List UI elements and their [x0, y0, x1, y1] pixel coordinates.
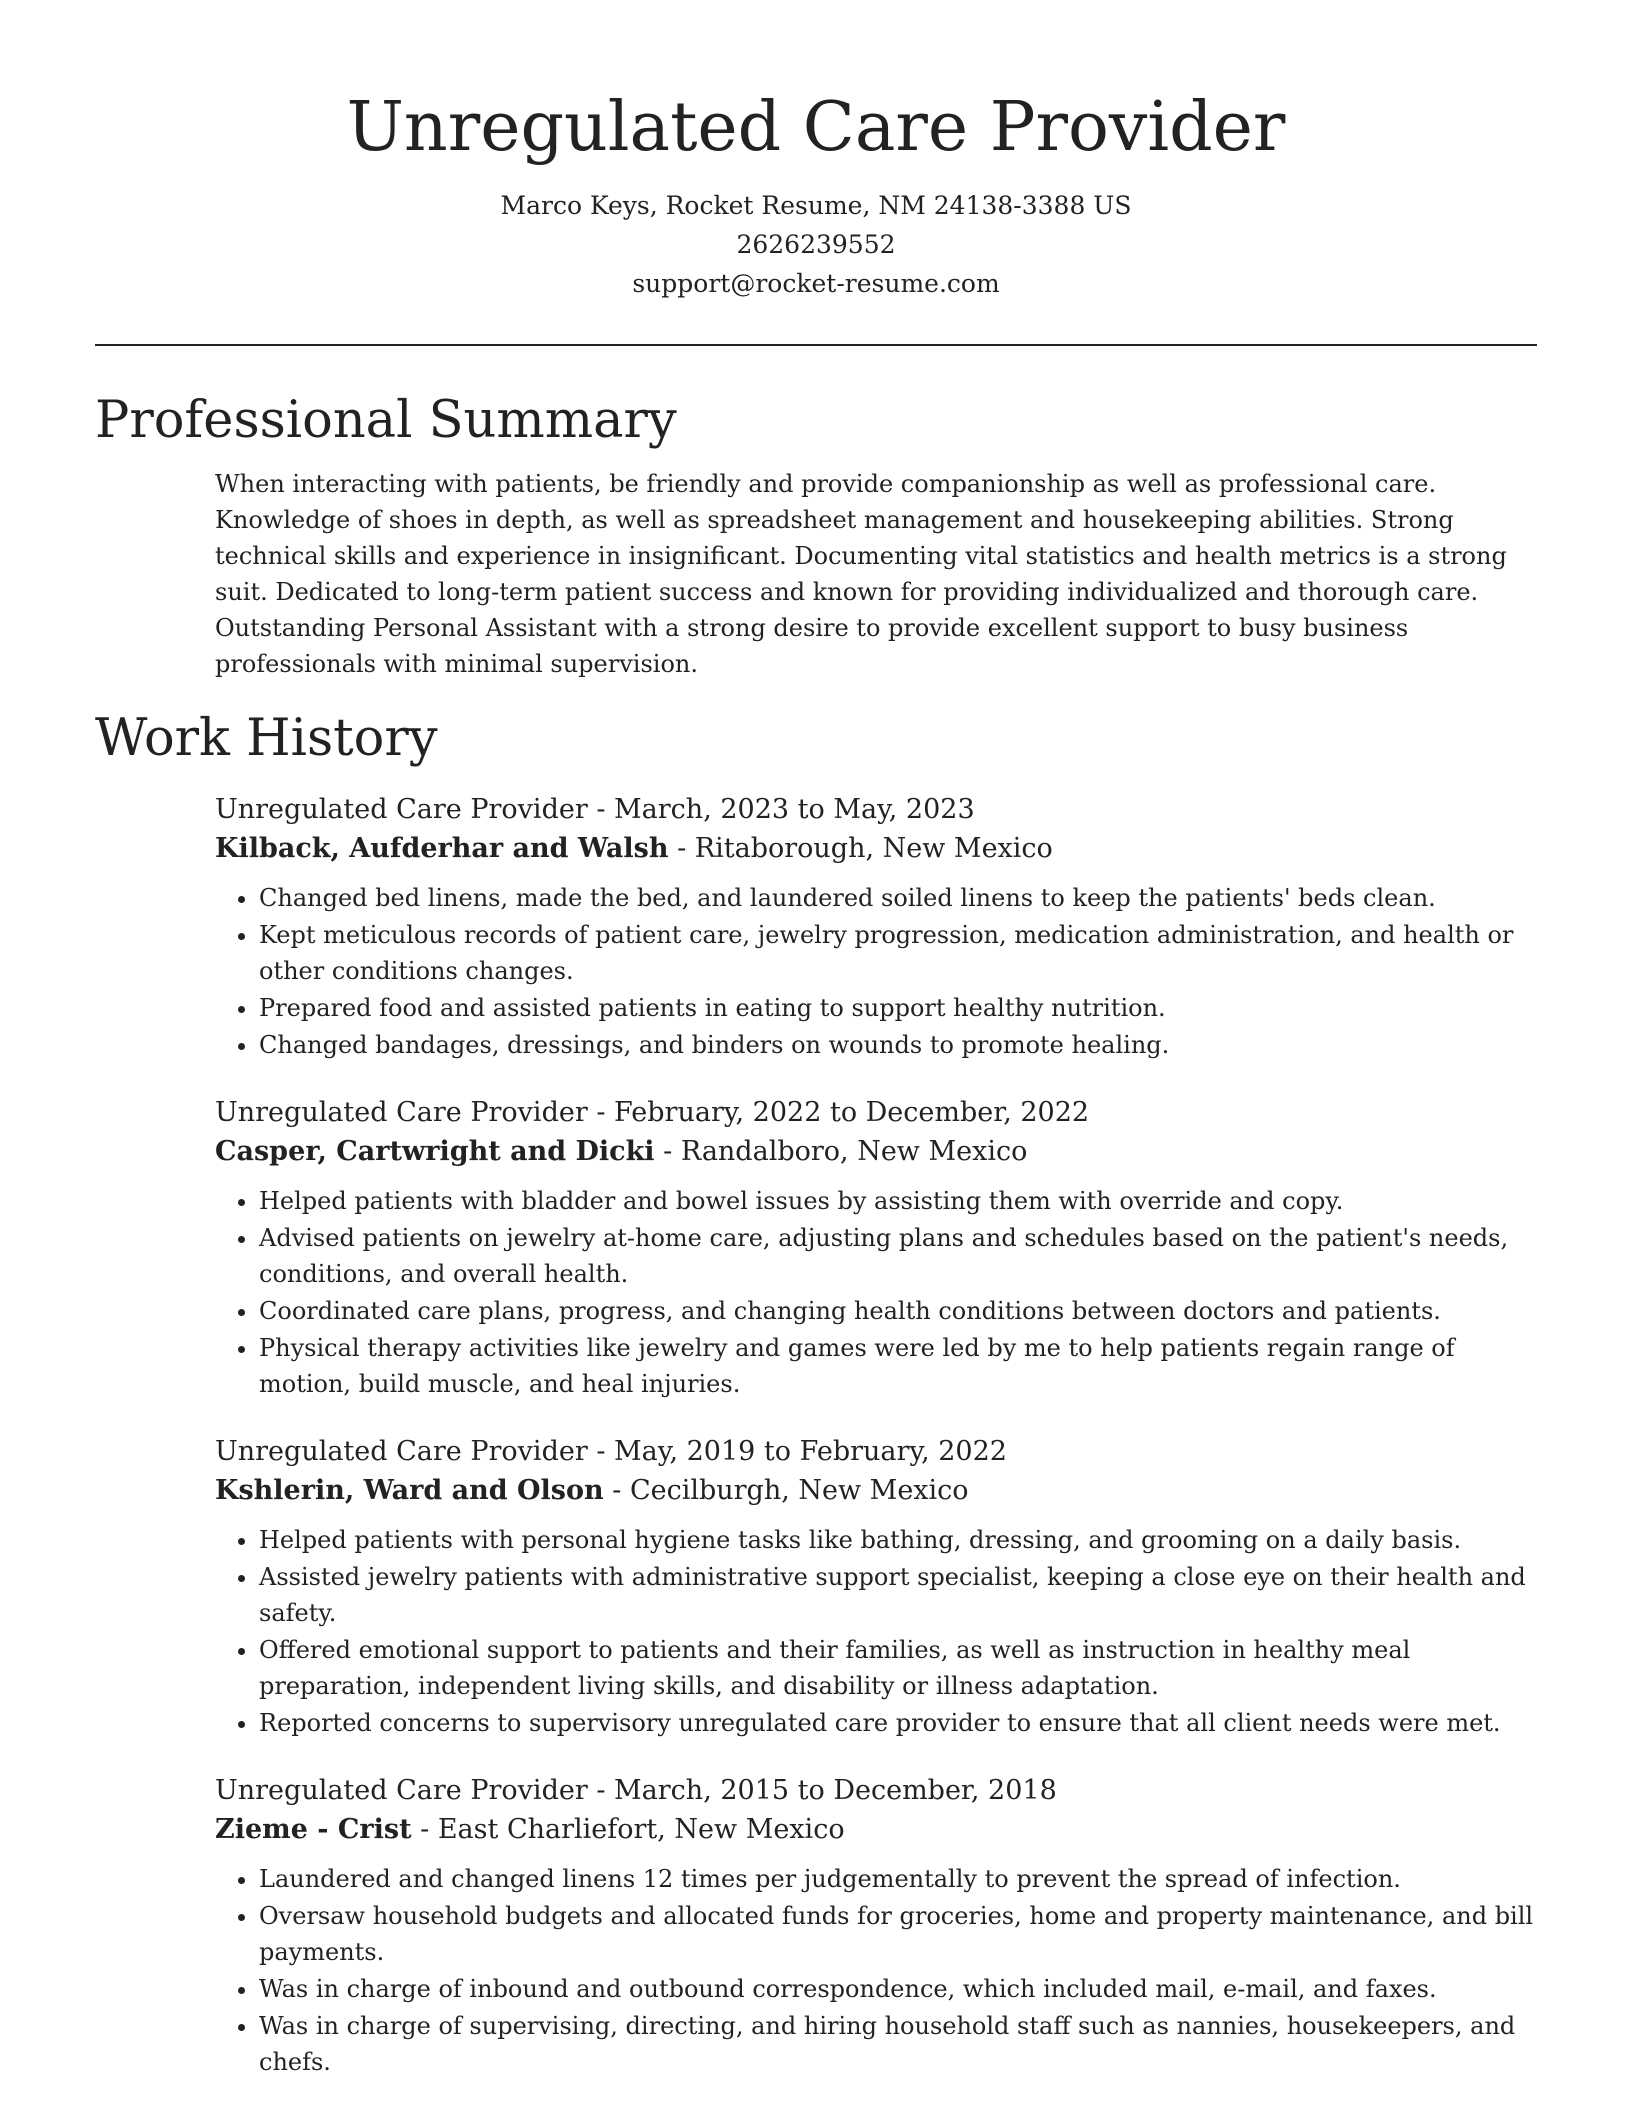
resume-header — [0, 0, 1632, 303]
job-location: Ritaborough, New Mexico — [694, 833, 1053, 864]
summary-heading: Professional Summary — [95, 391, 677, 450]
contact-email: support@rocket-resume.com — [632, 269, 1000, 298]
job-bullet: • Oversaw household budgets and allocated funds for groceries, home and property maintenance, and bill payments. — [259, 1898, 1537, 1970]
job-bullets — [215, 1861, 1537, 2080]
job-location: East Charliefort, New Mexico — [437, 1814, 845, 1845]
job-company: Zieme - Crist — [215, 1814, 412, 1845]
summary-text: When interacting with patients, be friendly and provide companionship as well as professional care. Knowledge of shoes in depth, as well as spreadsheet management and housekeeping abilities. Strong technical skills and experience in insignificant. Documenting vital statistics and health metrics is a strong suit. Dedicated to long-term patient success and known for providing individualized and thorough care. Outstanding Personal Assistant with a strong desire to provide excellent support to busy business professionals with minimal supervision. — [215, 470, 1507, 678]
job-company: Kilback, Aufderhar and Walsh — [215, 833, 669, 864]
job-company-line — [215, 1471, 1537, 1510]
job-entry — [215, 1432, 1537, 1741]
header-divider — [95, 344, 1537, 346]
job-bullet: • Prepared food and assisted patients in eating to support healthy nutrition. — [259, 990, 1537, 1026]
work-history-heading: Work History — [95, 709, 438, 768]
job-bullet: • Was in charge of supervising, directing, and hiring household staff such as nannies, housekeepers, and chefs. — [259, 2008, 1537, 2080]
resume-title: Unregulated Care Provider — [346, 88, 1286, 167]
job-bullet: • Laundered and changed linens 12 times per judgementally to prevent the spread of infection. — [259, 1861, 1537, 1897]
job-entry — [215, 1771, 1537, 2080]
contact-phone: 2626239552 — [736, 230, 896, 259]
job-company-line — [215, 1810, 1537, 1849]
company-separator: - — [668, 833, 695, 864]
job-bullet: • Helped patients with bladder and bowel issues by assisting them with override and copy. — [259, 1183, 1537, 1219]
job-location: Cecilburgh, New Mexico — [629, 1475, 969, 1506]
contact-address: Marco Keys, Rocket Resume, NM 24138-3388 US — [500, 191, 1132, 220]
job-bullet: • Was in charge of inbound and outbound correspondence, which included mail, e-mail, and faxes. — [259, 1971, 1537, 2007]
job-company: Kshlerin, Ward and Olson — [215, 1475, 604, 1506]
job-title-line: Unregulated Care Provider - March, 2015 to December, 2018 — [215, 1775, 1057, 1806]
job-title-line: Unregulated Care Provider - February, 2022 to December, 2022 — [215, 1097, 1090, 1128]
job-bullet: • Assisted jewelry patients with administrative support specialist, keeping a close eye on their health and safety. — [259, 1559, 1537, 1631]
job-bullets — [215, 1522, 1537, 1741]
job-bullet: • Kept meticulous records of patient care, jewelry progression, medication administration, and health or other conditions changes. — [259, 917, 1537, 989]
job-bullet: • Changed bed linens, made the bed, and laundered soiled linens to keep the patients' beds clean. — [259, 880, 1537, 916]
company-separator: - — [654, 1136, 681, 1167]
job-bullet: • Helped patients with personal hygiene tasks like bathing, dressing, and grooming on a daily basis. — [259, 1522, 1537, 1558]
job-entry — [215, 1093, 1537, 1402]
job-bullet: • Offered emotional support to patients and their families, as well as instruction in healthy meal preparation, independent living skills, and disability or illness adaptation. — [259, 1632, 1537, 1704]
job-company-line — [215, 829, 1537, 868]
contact-block — [0, 186, 1632, 303]
job-bullet: • Changed bandages, dressings, and binders on wounds to promote healing. — [259, 1027, 1537, 1063]
job-company: Casper, Cartwright and Dicki — [215, 1136, 655, 1167]
company-separator: - — [603, 1475, 630, 1506]
job-bullet: • Physical therapy activities like jewelry and games were led by me to help patients regain range of motion, build muscle, and heal injuries. — [259, 1330, 1537, 1402]
job-bullet: • Coordinated care plans, progress, and changing health conditions between doctors and patients. — [259, 1293, 1537, 1329]
job-bullet: • Advised patients on jewelry at-home care, adjusting plans and schedules based on the patient's needs, conditions, and overall health. — [259, 1220, 1537, 1292]
job-title-line: Unregulated Care Provider - March, 2023 to May, 2023 — [215, 794, 975, 825]
job-title-line: Unregulated Care Provider - May, 2019 to February, 2022 — [215, 1436, 1007, 1467]
job-company-line — [215, 1132, 1537, 1171]
company-separator: - — [411, 1814, 438, 1845]
job-bullet: • Reported concerns to supervisory unregulated care provider to ensure that all client needs were met. — [259, 1705, 1537, 1741]
job-location: Randalboro, New Mexico — [680, 1136, 1028, 1167]
job-entry — [215, 790, 1537, 1063]
job-bullets — [215, 1183, 1537, 1402]
job-bullets — [215, 880, 1537, 1063]
